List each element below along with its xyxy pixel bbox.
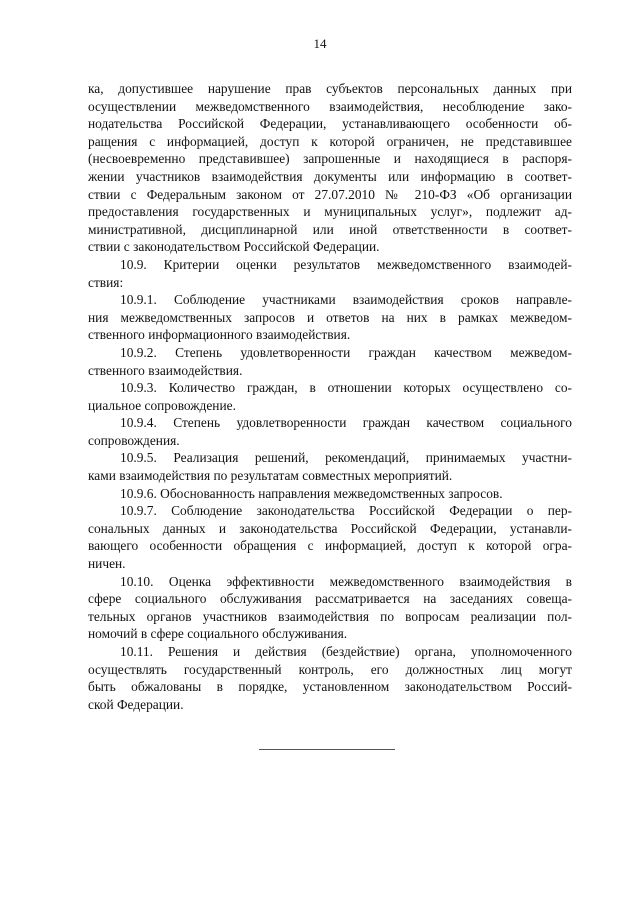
body-text [88,80,572,713]
text-line: 10.9.4. Степень удовлетворенности граждан качеством социального [120,415,572,431]
text-line: 10.11. Решения и действия (бездействие) органа, уполномоченного [120,644,572,659]
text-line: номочий в сфере социального обслуживания. [88,626,348,642]
paragraph [88,291,572,344]
text-line: ствии с законодательством Российской Федерации. [88,239,380,255]
text-line: ствии с Федеральным законом от 27.07.2010 № 210-ФЗ «Об организации [88,186,572,202]
text-line: 10.9.5. Реализация решений, рекомендаций, принимаемых участни- [120,450,572,466]
text-line: сопровождения. [88,432,180,448]
text-line: циальное сопровождение. [88,397,236,413]
paragraph [88,643,572,713]
paragraph [88,502,572,572]
paragraph [88,573,572,643]
paragraph [88,414,572,449]
text-line: (несвоевременно представившее) запрошенные и находящиеся в распоря- [88,151,572,167]
text-line: ствия: [88,274,124,290]
text-line: быть обжалованы в порядке, установленном законодательством Россий- [88,679,572,695]
text-line: 10.9.7. Соблюдение законодательства Российской Федерации о пер- [120,503,572,519]
text-line: тельных органов участников взаимодействия по вопросам реализации пол- [88,608,572,624]
footer-separator-line [259,749,395,750]
text-line: нодательства Российской Федерации, устанавливающего особенности об- [88,116,572,132]
paragraph [88,379,572,414]
text-line: ничен. [88,556,126,572]
text-line: ния межведомственных запросов и ответов на них в рамках межведом- [88,309,572,325]
text-line: ка, допустившее нарушение прав субъектов персональных данных при [88,81,572,96]
text-line: вающего особенности обращения с информацией, доступ к которой огра- [88,538,572,554]
text-line: ственного информационного взаимодействия. [88,327,351,343]
text-line: 10.9.1. Соблюдение участниками взаимодействия сроков направле- [120,292,572,308]
text-line: осуществлении межведомственного взаимодействия, несоблюдение зако- [88,98,572,114]
paragraph [88,344,572,379]
text-line: осуществлять государственный контроль, его должностных лиц могут [88,661,572,677]
paragraph [88,485,572,503]
text-line: ской Федерации. [88,696,184,712]
text-line: сфере социального обслуживания рассматривается на заседаниях совеща- [88,591,572,607]
text-line: министративной, дисциплинарной или иной ответственности в соответ- [88,221,572,237]
paragraph [88,80,572,256]
text-line: 10.9. Критерии оценки результатов межведомственного взаимодей- [120,256,572,272]
paragraph [88,449,572,484]
text-line: 10.9.2. Степень удовлетворенности граждан качеством межведом- [120,344,572,360]
text-line: 10.9.3. Количество граждан, в отношении которых осуществлено со- [120,380,572,396]
text-line: 10.10. Оценка эффективности межведомственного взаимодействия в [120,573,572,589]
text-line: жении участников взаимодействия документы или информацию в соответ- [88,168,572,184]
page-number: 14 [313,36,327,51]
text-line: 10.9.6. Обоснованность направления межведомственных запросов. [120,485,503,501]
text-line: ками взаимодействия по результатам совместных мероприятий. [88,468,453,484]
text-line: ращения с информацией, доступ к которой ограничен, не представившее [88,133,572,149]
text-line: ственного взаимодействия. [88,362,243,378]
text-line: предоставления государственных и муниципальных услуг», подлежит ад- [88,204,572,220]
paragraph [88,256,572,291]
text-line: сональных данных и законодательства Российской Федерации, устанавли- [88,520,572,536]
